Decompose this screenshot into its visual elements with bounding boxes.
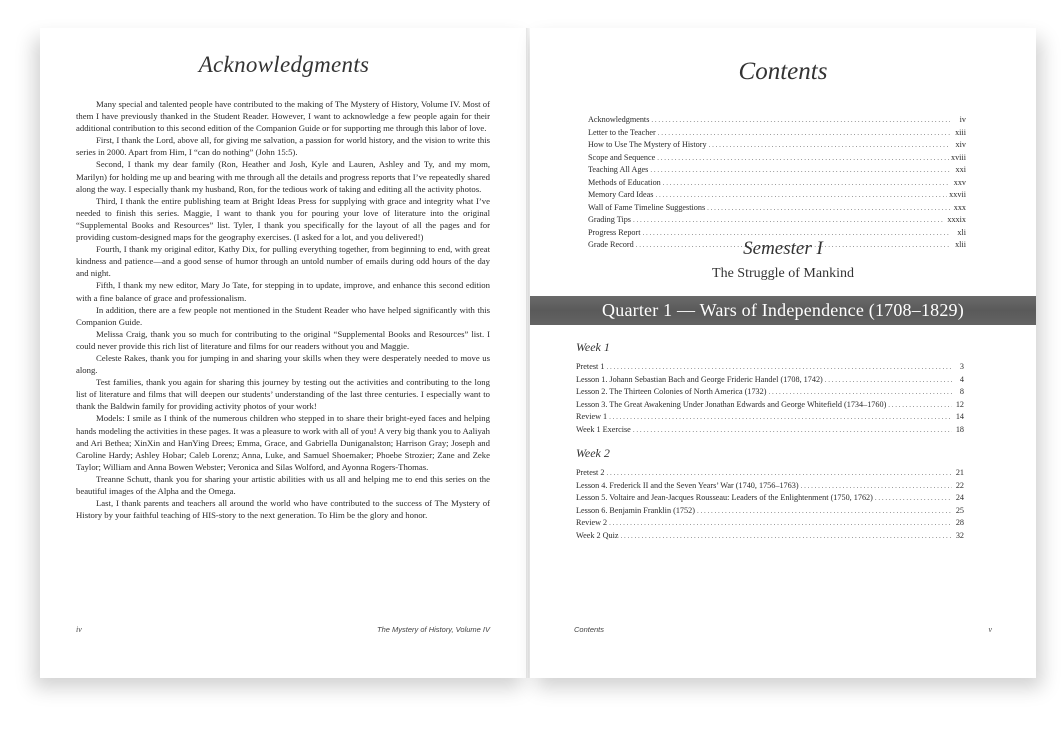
toc-page: xxxix xyxy=(947,215,966,224)
toc-label: Letter to the Teacher xyxy=(588,127,656,137)
lesson-entry[interactable] xyxy=(576,386,964,399)
lesson-label: Lesson 5. Voltaire and Jean-Jacques Rousseau: Leaders of the Enlightenment (1750, 1762) xyxy=(576,493,873,502)
right-page-number: v xyxy=(988,625,992,634)
toc-page: xxvii xyxy=(949,190,966,199)
ack-paragraph: Last, I thank parents and teachers all around the world who have contributed to the success of The Mystery of History by your faithful teaching of HIS-story to the next generation. To Him be the glory and honor. xyxy=(76,498,490,521)
toc-label: Grade Record xyxy=(588,240,634,249)
week-heading: Week 1 xyxy=(576,340,610,354)
lesson-page: 14 xyxy=(955,412,964,421)
toc-page: xlii xyxy=(955,240,966,249)
ack-paragraph: In addition, there are a few people not mentioned in the Student Reader who have helped significantly with this Companion Guide. xyxy=(76,304,490,327)
ack-paragraph: Fifth, I thank my new editor, Mary Jo Tate, for stepping in to update, improve, and enhance this second edition with a fine balance of grace and professionalism. xyxy=(76,280,490,303)
ack-paragraph: Third, I thank the entire publishing team at Bright Ideas Press for supplying with grace and integrity what I’ve needed to finish this series. Maggie, I want to thank you for pouring your love of literature into the original “Supplemental Books and Resources” list. Tyler, I thank you specifically for the layout of all the pages and for providing custom-designed maps for the geography exercises. (I asked for a lot, and you delivered!) xyxy=(76,195,490,243)
acknowledgments-body xyxy=(76,98,490,521)
toc-page: xxi xyxy=(955,165,966,174)
toc-page: xxv xyxy=(953,177,966,187)
lesson-entry[interactable] xyxy=(576,361,964,374)
lesson-label: Lesson 2. The Thirteen Colonies of North America (1732) xyxy=(576,387,767,396)
lesson-label: Lesson 3. The Great Awakening Under Jonathan Edwards and George Whitefield (1734–1760) xyxy=(576,399,887,409)
lesson-page: 12 xyxy=(955,399,964,409)
toc-label: How to Use The Mystery of History xyxy=(588,140,707,149)
lesson-label: Pretest 2 xyxy=(576,468,605,477)
lesson-page: 8 xyxy=(959,387,964,396)
left-running-footer: The Mystery of History, Volume IV xyxy=(377,625,490,634)
toc-entry[interactable] xyxy=(588,177,966,190)
lesson-entry[interactable] xyxy=(576,480,964,493)
lesson-label: Week 1 Exercise xyxy=(576,424,631,434)
toc-entry[interactable] xyxy=(588,127,966,140)
lesson-entry[interactable] xyxy=(576,411,964,424)
lesson-entry[interactable] xyxy=(576,530,964,543)
toc-label: Progress Report xyxy=(588,227,641,237)
toc-entry[interactable] xyxy=(588,152,966,165)
toc-label: Teaching All Ages xyxy=(588,165,649,174)
right-page xyxy=(530,28,1036,678)
week-1-list xyxy=(576,361,964,436)
toc-entry[interactable] xyxy=(588,202,966,215)
toc-label: Grading Tips xyxy=(588,215,631,224)
lesson-label: Lesson 4. Frederick II and the Seven Years’ War (1740, 1756–1763) xyxy=(576,480,799,490)
quarter-banner: Quarter 1 — Wars of Independence (1708–1829) xyxy=(530,296,1036,325)
ack-paragraph: Treanne Schutt, thank you for sharing your artistic abilities with us all and helping me to end this series on the beautiful images of the Alpha and the Omega. xyxy=(76,473,490,496)
lesson-page: 4 xyxy=(959,374,964,384)
toc-entry[interactable] xyxy=(588,164,966,177)
lesson-entry[interactable] xyxy=(576,467,964,480)
lesson-page: 24 xyxy=(955,493,964,502)
lesson-entry[interactable] xyxy=(576,505,964,518)
lesson-label: Review 2 xyxy=(576,518,608,527)
left-page xyxy=(40,28,528,678)
toc-page: iv xyxy=(959,115,966,124)
lesson-label: Review 1 xyxy=(576,412,608,421)
toc-page: xiv xyxy=(955,140,966,149)
lesson-label: Pretest 1 xyxy=(576,362,605,371)
toc-page: xviii xyxy=(950,152,966,162)
toc-entry[interactable] xyxy=(588,114,966,127)
lesson-entry[interactable] xyxy=(576,399,964,412)
semester-subtitle: The Struggle of Mankind xyxy=(712,266,854,281)
toc-entry[interactable] xyxy=(588,189,966,202)
ack-paragraph: Many special and talented people have contributed to the making of The Mystery of History, Volume IV. Most of them I have previously thanked in the Student Reader. However, I want to acknowledge a few people again for their additional contribution to this second edition of the Companion Guide or for supporting me through this labor of love. xyxy=(76,99,490,134)
toc-page: xli xyxy=(957,227,966,237)
week-2-list xyxy=(576,467,964,542)
lesson-page: 32 xyxy=(955,530,964,540)
ack-paragraph: Models: I smile as I think of the numerous children who stepped in to share their bright-eyed faces and helping hands modeling the activities in these pages. It was a pleasure to work with all of you! A very big thank you to Aaliyah and Ari Bethea; XinXin and HanYing Drees; Emma, Grace, and Gabriella Duniganalston; Harrison Gray; Joseph and Caroline Hardy; Ashley Hobar; Caleb Lorenz; Anna, Luke, and Samuel Shoemaker; Phoebe Strozier; Zane and Zeke Taylor; William and Anna Bowen Webster; Veronica and Silas Wolford, and Ayonna Rogers-Thomas. xyxy=(76,413,490,472)
toc-label: Methods of Education xyxy=(588,177,661,187)
toc-entry[interactable] xyxy=(588,214,966,227)
lesson-entry[interactable] xyxy=(576,517,964,530)
lesson-page: 18 xyxy=(955,424,964,434)
toc-label: Wall of Fame Timeline Suggestions xyxy=(588,202,706,212)
lesson-label: Lesson 6. Benjamin Franklin (1752) xyxy=(576,505,695,515)
ack-paragraph: Melissa Craig, thank you so much for contributing to the original “Supplemental Books and Resources” list. I could never provide this rich list of literature and films for our readers without you and Maggie. xyxy=(76,328,490,351)
ack-paragraph: Fourth, I thank my original editor, Kathy Dix, for pulling everything together, from beginning to end, with great kindness and patience—and a good sense of humor through an untold number of emails during odd hours of the day and night. xyxy=(76,244,490,279)
ack-paragraph: Second, I thank my dear family (Ron, Heather and Josh, Kyle and Lauren, Ashley and Ty, and my mom, Marilyn) for holding me up and bearing with me through all the details and progress reports that I’ve repeatedly shared along the way. I especially thank my husband, Ron, for the tedious work of taking and editing all the activity photos. xyxy=(76,159,490,194)
lesson-page: 3 xyxy=(959,362,964,371)
semester-heading: Semester I xyxy=(743,238,823,259)
left-page-number: iv xyxy=(76,625,82,634)
lesson-page: 21 xyxy=(955,468,964,477)
front-matter-toc xyxy=(588,114,966,252)
lesson-page: 28 xyxy=(955,518,964,527)
ack-paragraph: Celeste Rakes, thank you for jumping in and sharing your skills when they were desperately needed to move us along. xyxy=(76,352,490,376)
ack-paragraph: Test families, thank you again for sharing this journey by testing out the activities and contributing to the long list of literature and films that will deepen our students’ understanding of the last three centuries. I especially want to thank the Baldwin family for providing activity photos of your work! xyxy=(76,377,490,412)
contents-title: Contents xyxy=(738,58,828,85)
toc-label: Scope and Sequence xyxy=(588,152,656,162)
toc-page: xiii xyxy=(955,127,966,137)
toc-page: xxx xyxy=(953,202,966,212)
lesson-entry[interactable] xyxy=(576,424,964,437)
toc-label: Acknowledgments xyxy=(588,115,650,124)
ack-paragraph: First, I thank the Lord, above all, for giving me salvation, a passion for world history, and the vision to write this series in 2000. Apart from Him, I “can do nothing” (John 15:5). xyxy=(76,135,490,158)
lesson-label: Week 2 Quiz xyxy=(576,530,619,540)
right-running-footer: Contents xyxy=(574,625,605,634)
lesson-page: 22 xyxy=(955,480,964,490)
lesson-label: Lesson 1. Johann Sebastian Bach and George Frideric Handel (1708, 1742) xyxy=(576,374,823,384)
lesson-page: 25 xyxy=(955,505,964,515)
toc-entry[interactable] xyxy=(588,139,966,152)
week-heading: Week 2 xyxy=(576,446,610,460)
lesson-entry[interactable] xyxy=(576,492,964,505)
toc-label: Memory Card Ideas xyxy=(588,190,654,199)
acknowledgments-title: Acknowledgments xyxy=(198,52,370,77)
lesson-entry[interactable] xyxy=(576,374,964,387)
